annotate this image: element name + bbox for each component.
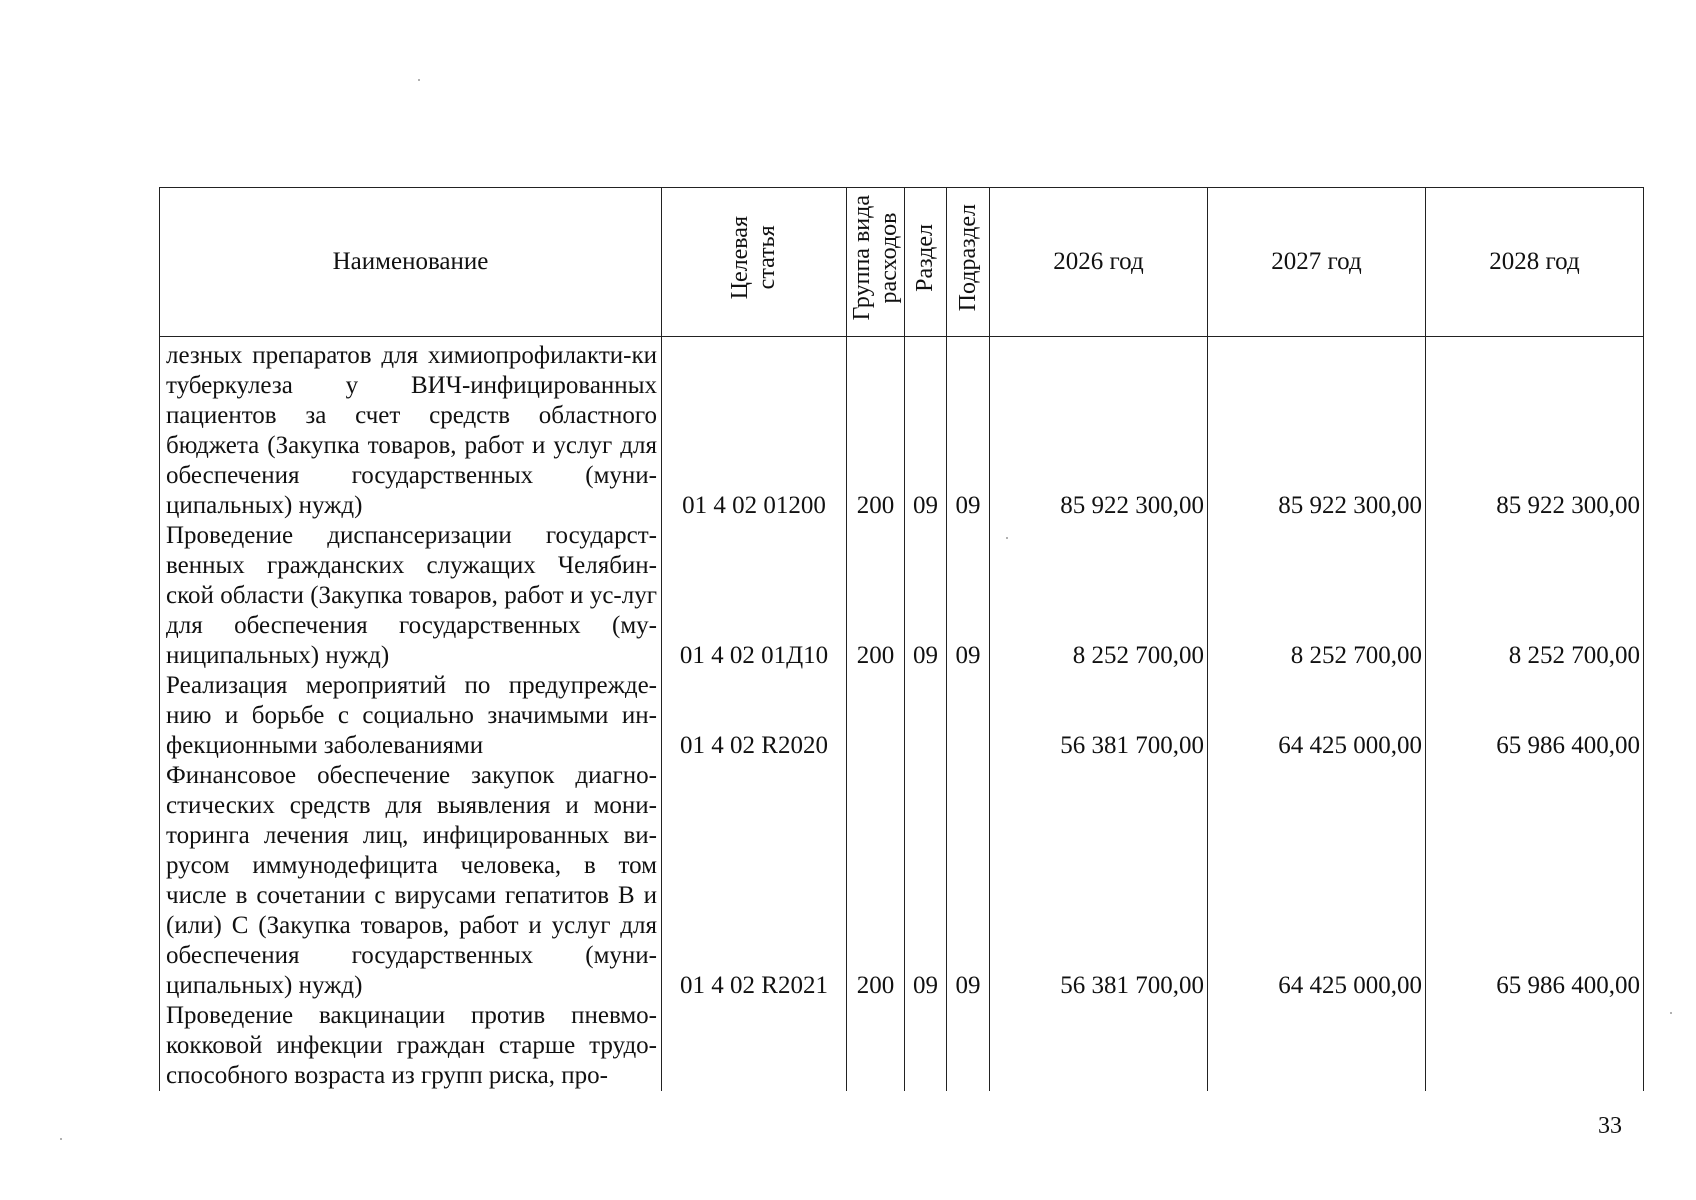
- row-name: Реализация мероприятий по предупрежде-нию и борьбе с социально значимыми ин-фекционными заболеваниями: [160, 671, 662, 761]
- row-target-article: 01 4 02 01Д10: [662, 521, 847, 671]
- row-subsection: 09: [947, 337, 990, 522]
- row-amount-2027: 64 425 000,00: [1208, 761, 1426, 1001]
- header-expense-group: Группа вида расходов: [847, 188, 905, 337]
- row-subsection: [947, 1001, 990, 1091]
- row-amount-2027: 85 922 300,00: [1208, 337, 1426, 522]
- row-amount-2028: 8 252 700,00: [1426, 521, 1644, 671]
- row-amount-2026: [990, 1001, 1208, 1091]
- table-row: [160, 337, 1644, 522]
- row-target-article: 01 4 02 R2021: [662, 761, 847, 1001]
- row-name: Финансовое обеспечение закупок диагно-стических средств для выявления и мони-торинга лечения лиц, инфицированных ви-русом иммунодефицита человека, в том числе в сочетании с вирусами гепатитов В и (или) С (Закупка товаров, работ и услуг для обеспечения государственных (муни-ципальных) нужд): [160, 761, 662, 1001]
- row-section: 09: [905, 521, 947, 671]
- header-subsection: Подраздел: [947, 188, 990, 337]
- scan-speck: [418, 79, 420, 81]
- row-section: 09: [905, 761, 947, 1001]
- row-section: [905, 671, 947, 761]
- row-amount-2028: 65 986 400,00: [1426, 671, 1644, 761]
- row-amount-2026: 56 381 700,00: [990, 761, 1208, 1001]
- row-amount-2026: 56 381 700,00: [990, 671, 1208, 761]
- row-target-article: 01 4 02 01200: [662, 337, 847, 522]
- row-amount-2028: 85 922 300,00: [1426, 337, 1644, 522]
- table-row: [160, 671, 1644, 761]
- row-section: [905, 1001, 947, 1091]
- header-year-2026: 2026 год: [990, 188, 1208, 337]
- row-subsection: 09: [947, 521, 990, 671]
- scan-speck: [1006, 537, 1008, 539]
- row-expense-group: 200: [847, 337, 905, 522]
- table-row: [160, 761, 1644, 1001]
- row-name: Проведение диспансеризации государст-венных гражданских служащих Челябин-ской области (Закупка товаров, работ и ус-луг для обеспечения государственных (му-ниципальных) нужд): [160, 521, 662, 671]
- row-amount-2027: 64 425 000,00: [1208, 671, 1426, 761]
- header-year-2028: 2028 год: [1426, 188, 1644, 337]
- row-expense-group: 200: [847, 521, 905, 671]
- row-name: лезных препаратов для химиопрофилакти-ки туберкулеза у ВИЧ-инфицированных пациентов за счет средств областного бюджета (Закупка товаров, работ и услуг для обеспечения государственных (муни-ципальных) нужд): [160, 337, 662, 522]
- scan-speck: [60, 1138, 62, 1140]
- header-section: Раздел: [905, 188, 947, 337]
- table-header-row: [160, 188, 1644, 337]
- row-expense-group: [847, 1001, 905, 1091]
- row-section: 09: [905, 337, 947, 522]
- page-number: 33: [1598, 1113, 1622, 1139]
- row-amount-2027: [1208, 1001, 1426, 1091]
- row-subsection: [947, 671, 990, 761]
- table-row: [160, 1001, 1644, 1091]
- row-subsection: 09: [947, 761, 990, 1001]
- row-expense-group: 200: [847, 761, 905, 1001]
- row-target-article: [662, 1001, 847, 1091]
- scan-speck: [1670, 1012, 1672, 1014]
- row-amount-2026: 85 922 300,00: [990, 337, 1208, 522]
- table-row: [160, 521, 1644, 671]
- row-expense-group: [847, 671, 905, 761]
- row-amount-2028: 65 986 400,00: [1426, 761, 1644, 1001]
- row-amount-2028: [1426, 1001, 1644, 1091]
- row-amount-2026: 8 252 700,00: [990, 521, 1208, 671]
- header-year-2027: 2027 год: [1208, 188, 1426, 337]
- row-amount-2027: 8 252 700,00: [1208, 521, 1426, 671]
- budget-table: [159, 187, 1644, 1091]
- header-name: Наименование: [160, 188, 662, 337]
- header-target-article: Целевая статья: [662, 188, 847, 337]
- row-name: Проведение вакцинации против пневмо-кокковой инфекции граждан старше трудо-способного возраста из групп риска, про-: [160, 1001, 662, 1091]
- row-target-article: 01 4 02 R2020: [662, 671, 847, 761]
